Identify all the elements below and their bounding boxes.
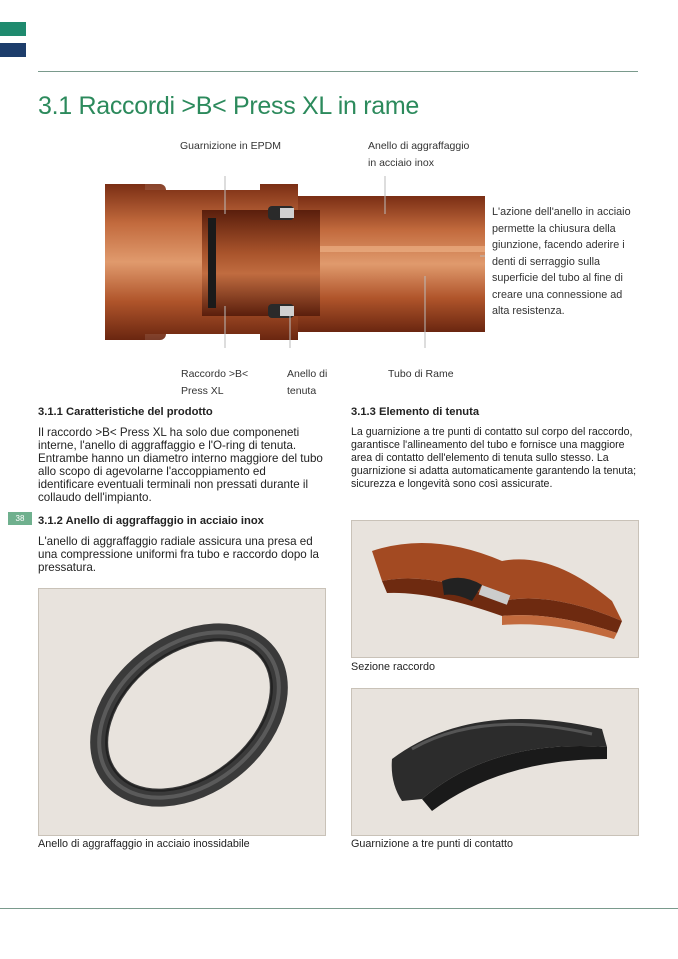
gasket-illustration <box>352 689 639 836</box>
label-fitting <box>181 366 248 400</box>
page-title: 3.1 Raccordi >B< Press XL in rame <box>38 92 420 120</box>
fitting-section-photo <box>351 520 639 658</box>
section-313-heading: 3.1.3 Elemento di tenuta <box>351 406 480 418</box>
gasket-photo <box>351 688 639 836</box>
label-pipe: Tubo di Rame <box>388 368 454 380</box>
fitting-bead-left <box>138 184 166 340</box>
fitting-section-caption: Sezione raccordo <box>351 661 436 673</box>
label-ring-line1: Anello di aggraffaggio <box>368 140 470 152</box>
section-311-heading: 3.1.1 Caratteristiche del prodotto <box>38 406 213 418</box>
grip-ring-top <box>280 208 294 218</box>
section-313 <box>351 406 641 491</box>
brand-mark-blue <box>0 43 26 57</box>
label-fitting-line2: Press XL <box>181 385 224 397</box>
label-ring <box>368 138 469 172</box>
pipe-highlight <box>320 246 485 252</box>
crimp-ring-caption: Anello di aggraffaggio in acciaio inossidabile <box>38 838 250 850</box>
label-fitting-line1: Raccordo >B< <box>181 368 249 380</box>
gasket-caption: Guarnizione a tre punti di contatto <box>351 838 514 850</box>
brand-mark-green <box>0 22 26 36</box>
cutaway-window <box>202 210 320 316</box>
crimp-ring-sidenote: L'azione dell'anello in acciaio permette la chiusura della giunzione, facendo aderire i denti di serraggio sulla superficie del tubo al fine di creare una connessione ad alta resistenza. <box>492 206 631 317</box>
grip-ring-bottom <box>280 306 294 316</box>
section-312-text: L'anello di aggraffaggio radiale assicura una presa ed una compressione uniformi fra tubo e raccordo dopo la pressatura. <box>38 535 319 574</box>
section-313-text: La guarnizione a tre punti di contatto sul corpo del raccordo, garantisce l'allineamento del tubo e fornisce una maggiore area di contatto dell'elemento di tenuta sullo stesso. La guarnizione si adatta automaticamente garantendo la tenuta; sicurezza e longevità sono così assicurate. <box>351 426 637 490</box>
fitting-cutaway-illustration <box>100 176 485 348</box>
label-seal-line1: Anello di <box>287 368 328 380</box>
crimp-ring-photo <box>38 588 326 836</box>
section-311-text: Il raccordo >B< Press XL ha solo due componeneti interne, l'anello di aggraffaggio e l'O-ring di tenuta. Entrambe hanno un diametro interno maggiore del tubo allo scopo di agevolarne l'accoppiamento ed identificare eventuali terminali non pressati durante il collaudo dell'impianto. <box>38 426 323 504</box>
section-312 <box>38 515 323 574</box>
crimp-ring-illustration <box>39 589 326 836</box>
label-seal-line2: tenuta <box>287 385 317 397</box>
header-rule <box>38 71 638 72</box>
page-number: 38 <box>8 512 32 525</box>
section-311 <box>38 406 323 504</box>
label-ring-line2: in acciaio inox <box>368 157 434 169</box>
label-seal <box>287 366 327 400</box>
pipe-end-shadow <box>208 218 216 308</box>
section-312-heading: 3.1.2 Anello di aggraffaggio in acciaio inox <box>38 515 264 527</box>
fitting-section-illustration <box>352 521 639 658</box>
footer-rule <box>0 908 678 909</box>
label-gasket: Guarnizione in EPDM <box>180 140 281 152</box>
